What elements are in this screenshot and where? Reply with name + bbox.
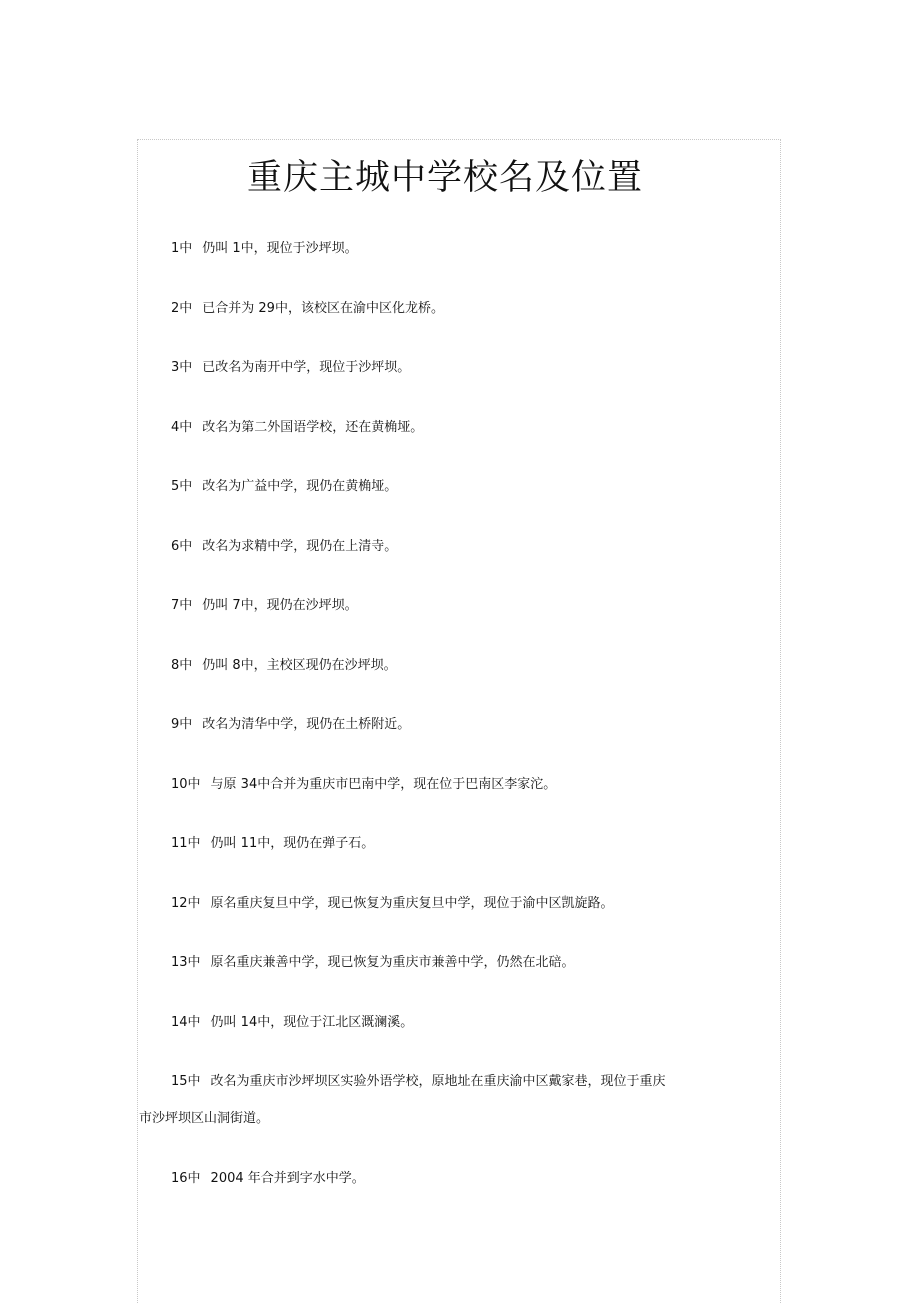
school-description: 原名重庆兼善中学，现已恢复为重庆市兼善中学，仍然在北碚。 (210, 955, 575, 970)
school-description: 仍叫 14中，现位于江北区溉澜溪。 (210, 1015, 414, 1030)
school-description: 改名为重庆市沙坪坝区实验外语学校，原地址在重庆渝中区戴家巷，现位于重庆 (210, 1074, 666, 1089)
school-number: 2中 (171, 301, 193, 316)
school-number: 10中 (171, 777, 201, 792)
school-number: 16中 (171, 1171, 201, 1186)
school-number: 9中 (171, 717, 193, 732)
school-description: 已合并为 29中，该校区在渝中区化龙桥。 (202, 301, 444, 316)
list-item (139, 588, 739, 623)
list-item (139, 1064, 739, 1099)
school-number: 13中 (171, 955, 201, 970)
list-item (139, 529, 739, 564)
school-description: 改名为清华中学，现仍在土桥附近。 (202, 717, 411, 732)
school-number: 8中 (171, 658, 193, 673)
list-item (139, 1005, 739, 1040)
list-item (139, 1161, 739, 1196)
list-item (139, 886, 739, 921)
list-item (139, 767, 739, 802)
list-item (139, 707, 739, 742)
school-description-continued: 市沙坪坝区山洞街道。 (139, 1111, 270, 1126)
list-item (139, 291, 739, 326)
school-number: 15中 (171, 1074, 201, 1089)
school-number: 1中 (171, 241, 193, 256)
list-item (139, 826, 739, 861)
list-item (139, 350, 739, 385)
list-item (139, 231, 739, 266)
school-number: 14中 (171, 1015, 201, 1030)
list-item (139, 945, 739, 980)
document-title: 重庆主城中学校名及位置 (246, 158, 643, 198)
school-description: 改名为广益中学，现仍在黄桷垭。 (202, 479, 398, 494)
school-description: 仍叫 8中，主校区现仍在沙坪坝。 (202, 658, 397, 673)
school-number: 12中 (171, 896, 201, 911)
school-number: 5中 (171, 479, 193, 494)
school-description: 已改名为南开中学，现位于沙坪坝。 (202, 360, 411, 375)
school-description: 改名为第二外国语学校，还在黄桷垭。 (202, 420, 424, 435)
school-number: 3中 (171, 360, 193, 375)
school-description: 与原 34中合并为重庆市巴南中学，现在位于巴南区李家沱。 (210, 777, 557, 792)
school-number: 4中 (171, 420, 193, 435)
school-description: 改名为求精中学，现仍在上清寺。 (202, 539, 398, 554)
school-number: 11中 (171, 836, 201, 851)
school-description: 2004 年合并到字水中学。 (210, 1171, 365, 1186)
school-number: 6中 (171, 539, 193, 554)
school-description: 仍叫 11中，现仍在弹子石。 (210, 836, 375, 851)
list-item (139, 410, 739, 445)
list-item-continuation (139, 1101, 739, 1136)
school-number: 7中 (171, 598, 193, 613)
list-item (139, 648, 739, 683)
school-description: 仍叫 7中，现仍在沙坪坝。 (202, 598, 358, 613)
list-item (139, 469, 739, 504)
school-description: 仍叫 1中，现位于沙坪坝。 (202, 241, 358, 256)
school-description: 原名重庆复旦中学，现已恢复为重庆复旦中学，现位于渝中区凯旋路。 (210, 896, 614, 911)
